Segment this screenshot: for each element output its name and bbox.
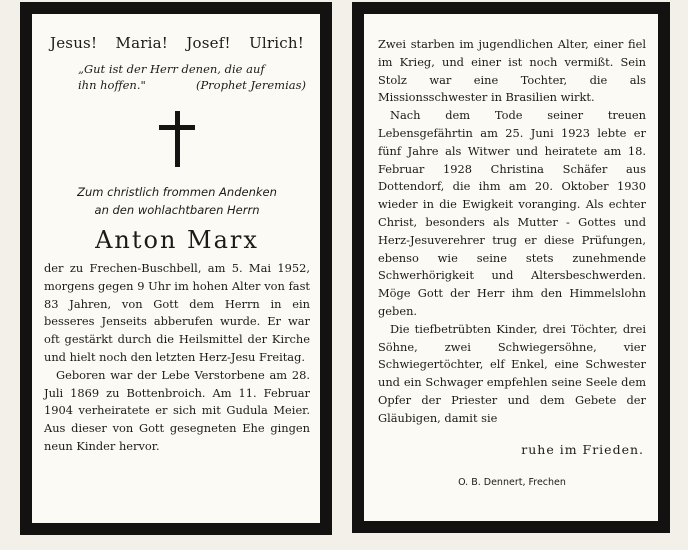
printer-credit: O. B. Dennert, Frechen	[458, 476, 566, 488]
left-card-border	[20, 2, 332, 535]
quote-line-2: ihn hoffen."	[78, 78, 146, 92]
bible-quote	[78, 61, 310, 93]
right-paragraph-2: Nach dem Tode seiner treuen Lebensgefährtin am 25. Juni 1923 lebte er fünf Jahre als Witwer und heiratete am 18. Februar 1928 Christina Schäfer aus Dottendorf, die ihm am 20. Oktober 1930 wieder in die Ewigkeit voranging. Als echter Christ, besonders als Mutter - Gottes und Herz-Jesuverehrer trug er diese Prüfungen, ebenso wie seine stets zunehmende Schwerhörigkeit und Altersbeschwerden. Möge Gott der Herr ihm den Himmelslohn geben.	[378, 108, 646, 318]
dedication-line-1: Zum christlich frommen Andenken	[77, 185, 277, 199]
quote-line-1: „Gut ist der Herr denen, die auf	[78, 62, 265, 76]
right-body-text	[378, 36, 646, 428]
right-card-page	[364, 14, 658, 521]
left-card-page	[32, 14, 320, 523]
invocation-ulrich: Ulrich!	[249, 34, 304, 52]
quote-source: (Prophet Jeremias)	[195, 78, 306, 92]
right-paragraph-1: Zwei starben im jugendlichen Alter, einer fiel im Krieg, und einer ist noch vermißt. Sein Stolz war eine Tochter, die als Missionsschwester in Brasilien wirkt.	[378, 37, 646, 105]
deceased-name: Anton Marx	[95, 226, 259, 254]
invocation-maria: Maria!	[115, 34, 168, 52]
left-body-text	[44, 260, 310, 456]
invocation-josef: Josef!	[186, 34, 231, 52]
dedication-line-2: an den wohlachtbaren Herrn	[94, 203, 260, 217]
right-card-border	[352, 2, 670, 533]
right-paragraph-3: Die tiefbetrübten Kinder, drei Töchter, drei Söhne, zwei Schwiegersöhne, vier Schwiegertöchter, elf Enkel, eine Schwester und ein Schwager empfehlen seine Seele dem Opfer der Priester und dem Gebete der Gläubigen, damit sie	[378, 321, 646, 425]
invocation-line	[50, 34, 304, 52]
left-paragraph-1: der zu Frechen-Buschbell, am 5. Mai 1952, morgens gegen 9 Uhr im hohen Alter von fast 83 Jahren, von Gott dem Herrn in ein besseres Jenseits abberufen wurde. Er war oft gestärkt durch die Heilsmittel der Kirche und hielt noch den letzten Herz-Jesu Freitag.	[44, 261, 310, 364]
invocation-jesus: Jesus!	[50, 34, 98, 52]
cross-icon	[157, 111, 197, 171]
left-paragraph-2: Geboren war der Lebe Verstorbene am 28. Juli 1869 zu Bottenbroich. Am 11. Februar 1904 verheiratete er sich mit Gudula Meier. Aus dieser von Gott gesegneten Ehe gingen neun Kinder hervor.	[44, 367, 310, 453]
closing-phrase: ruhe im Frieden.	[521, 441, 644, 457]
